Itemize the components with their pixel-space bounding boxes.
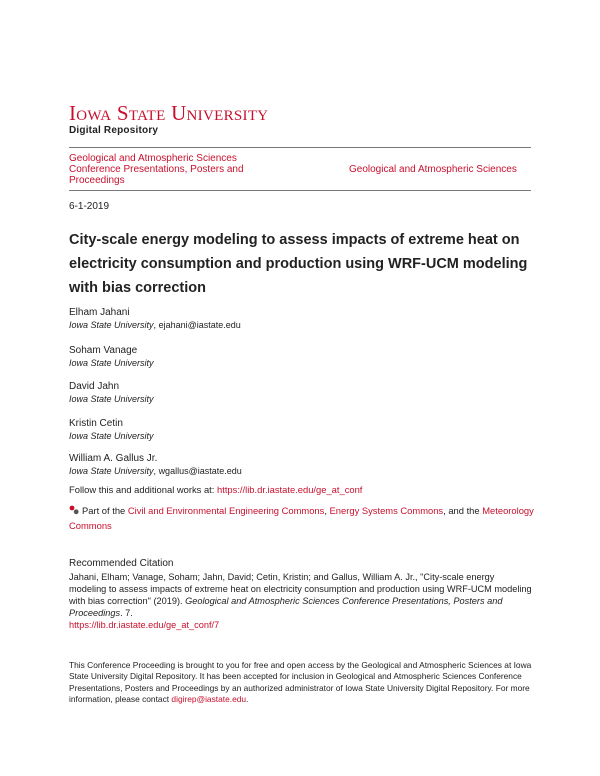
follow-link[interactable]: https://lib.dr.iastate.edu/ge_at_conf	[217, 484, 363, 495]
access-notice	[69, 660, 534, 706]
author-email[interactable]: wgallus@iastate.edu	[158, 466, 242, 476]
header-divider	[69, 147, 531, 148]
page-title: City-scale energy modeling to assess impacts of extreme heat on electricity consumption and production using WRF-UCM modeling with bias correction	[69, 232, 528, 296]
author-email[interactable]: ejahani@iastate.edu	[158, 320, 241, 330]
department-link[interactable]: Geological and Atmospheric Sciences	[349, 164, 517, 175]
notice-text: This Conference Proceeding is brought to you for free and open access by the Geological and Atmospheric Sciences at Iowa State University Digital Repository. It has been accepted for inclusion in Geological and Atmospheric Sciences Conference Presentations, Posters and Proceedings by an authorized administrator of Iowa State University Digital Repository. For more information, please contact	[69, 660, 532, 705]
notice-end: .	[246, 694, 249, 705]
university-logo[interactable]	[69, 103, 268, 136]
author-affiliation: Iowa State University	[69, 394, 154, 404]
collection-link[interactable]: Geological and Atmospheric Sciences Conference Presentations, Posters and Proceedings	[69, 153, 244, 186]
author-entry	[69, 418, 154, 442]
series-divider	[69, 190, 531, 191]
recommended-citation	[69, 558, 534, 631]
author-affiliation: Iowa State University	[69, 358, 154, 368]
author-name: Elham Jahani	[69, 307, 130, 318]
separator: ,	[324, 505, 327, 516]
civil-commons-link[interactable]: Civil and Environmental Engineering Commons	[127, 505, 325, 516]
author-entry	[69, 381, 154, 405]
author-name: David Jahn	[69, 381, 120, 392]
author-name: Soham Vanage	[69, 345, 138, 356]
repository-name: Digital Repository	[69, 125, 159, 136]
author-affiliation: Iowa State University	[69, 466, 154, 476]
author-affiliation: Iowa State University	[69, 431, 154, 441]
part-of-line	[69, 503, 534, 533]
author-name: William A. Gallus Jr.	[69, 453, 158, 464]
part-of-prefix: Part of the	[82, 505, 126, 516]
author-entry	[69, 345, 154, 369]
separator: , and the	[443, 505, 480, 516]
publication-date: 6-1-2019	[69, 201, 110, 212]
author-entry: Elham Jahani Iowa State University, ejahani@iastate.edu	[69, 307, 241, 330]
meteorology-commons-link[interactable]: Meteorology Commons	[69, 505, 534, 531]
citation-body: Jahani, Elham; Vanage, Soham; Jahn, David; Cetin, Kristin; and Gallus, William A. Jr., "City-scale energy modeling to assess impacts of extreme heat on electricity consumption and production using WRF-UCM modeling with bias correction" (2019).	[69, 572, 532, 606]
citation-number: . 7.	[120, 608, 133, 618]
follow-line	[69, 483, 362, 496]
contact-email[interactable]: digirep@iastate.edu	[171, 694, 247, 705]
network-icon	[69, 505, 79, 515]
citation-series: Geological and Atmospheric Sciences Conference Presentations, Posters and Proceedings	[69, 596, 503, 618]
follow-text: Follow this and additional works at:	[69, 484, 215, 495]
citation-heading: Recommended Citation	[69, 558, 174, 569]
citation-link[interactable]: https://lib.dr.iastate.edu/ge_at_conf/7	[69, 620, 220, 630]
author-affiliation: Iowa State University	[69, 320, 154, 330]
author-name: Kristin Cetin	[69, 418, 123, 429]
university-name: Iowa State University	[69, 101, 269, 125]
energy-commons-link[interactable]: Energy Systems Commons	[329, 505, 444, 516]
author-entry: William A. Gallus Jr. Iowa State University, wgallus@iastate.edu	[69, 453, 242, 476]
